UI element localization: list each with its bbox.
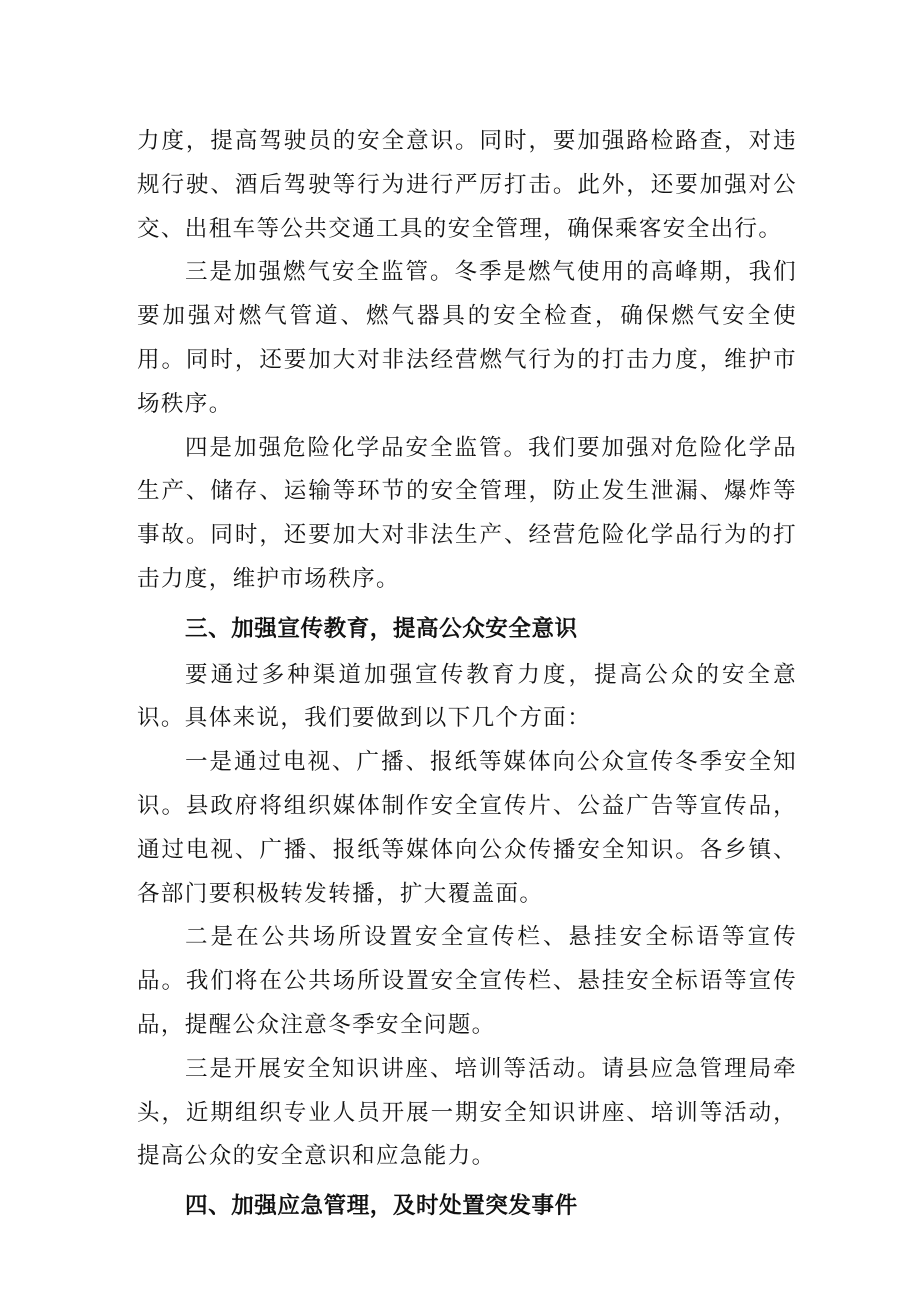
section-heading-emergency: 四、加强应急管理，及时处置突发事件 <box>185 1193 578 1220</box>
paragraph-continuation: 力度，提高驾驶员的安全意识。同时，要加强路检路查，对违规行驶、酒后驾驶等行为进行严厉打击。此外，还要加强对公交、出租车等公共交通工具的安全管理，确保乘客安全出行。 <box>137 128 797 242</box>
paragraph-hazardous-chemicals: 四是加强危险化学品安全监管。我们要加强对危险化学品生产、储存、运输等环节的安全管理，防止发生泄漏、爆炸等事故。同时，还要加大对非法生产、经营危险化学品行为的打击力度，维护市场秩序。 <box>137 434 797 592</box>
paragraph-gas-safety: 三是加强燃气安全监管。冬季是燃气使用的高峰期，我们要加强对燃气管道、燃气器具的安全检查，确保燃气安全使用。同时，还要加大对非法经营燃气行为的打击力度，维护市场秩序。 <box>137 259 797 417</box>
paragraph-lectures-training: 三是开展安全知识讲座、培训等活动。请县应急管理局牵头，近期组织专业人员开展一期安全知识讲座、培训等活动，提高公众的安全意识和应急能力。 <box>137 1055 797 1170</box>
paragraph-media-publicity: 一是通过电视、广播、报纸等媒体向公众宣传冬季安全知识。县政府将组织媒体制作安全宣传片、公益广告等宣传品，通过电视、广播、报纸等媒体向公众传播安全知识。各乡镇、各部门要积极转发转播，扩大覆盖面。 <box>137 749 797 907</box>
section-heading-publicity: 三、加强宣传教育，提高公众安全意识 <box>185 615 578 642</box>
paragraph-public-places: 二是在公共场所设置安全宣传栏、悬挂安全标语等宣传品。我们将在公共场所设置安全宣传栏、悬挂安全标语等宣传品，提醒公众注意冬季安全问题。 <box>137 924 797 1038</box>
document-body <box>137 120 797 1229</box>
paragraph-publicity-intro: 要通过多种渠道加强宣传教育力度，提高公众的安全意识。具体来说，我们要做到以下几个方面： <box>137 661 797 732</box>
